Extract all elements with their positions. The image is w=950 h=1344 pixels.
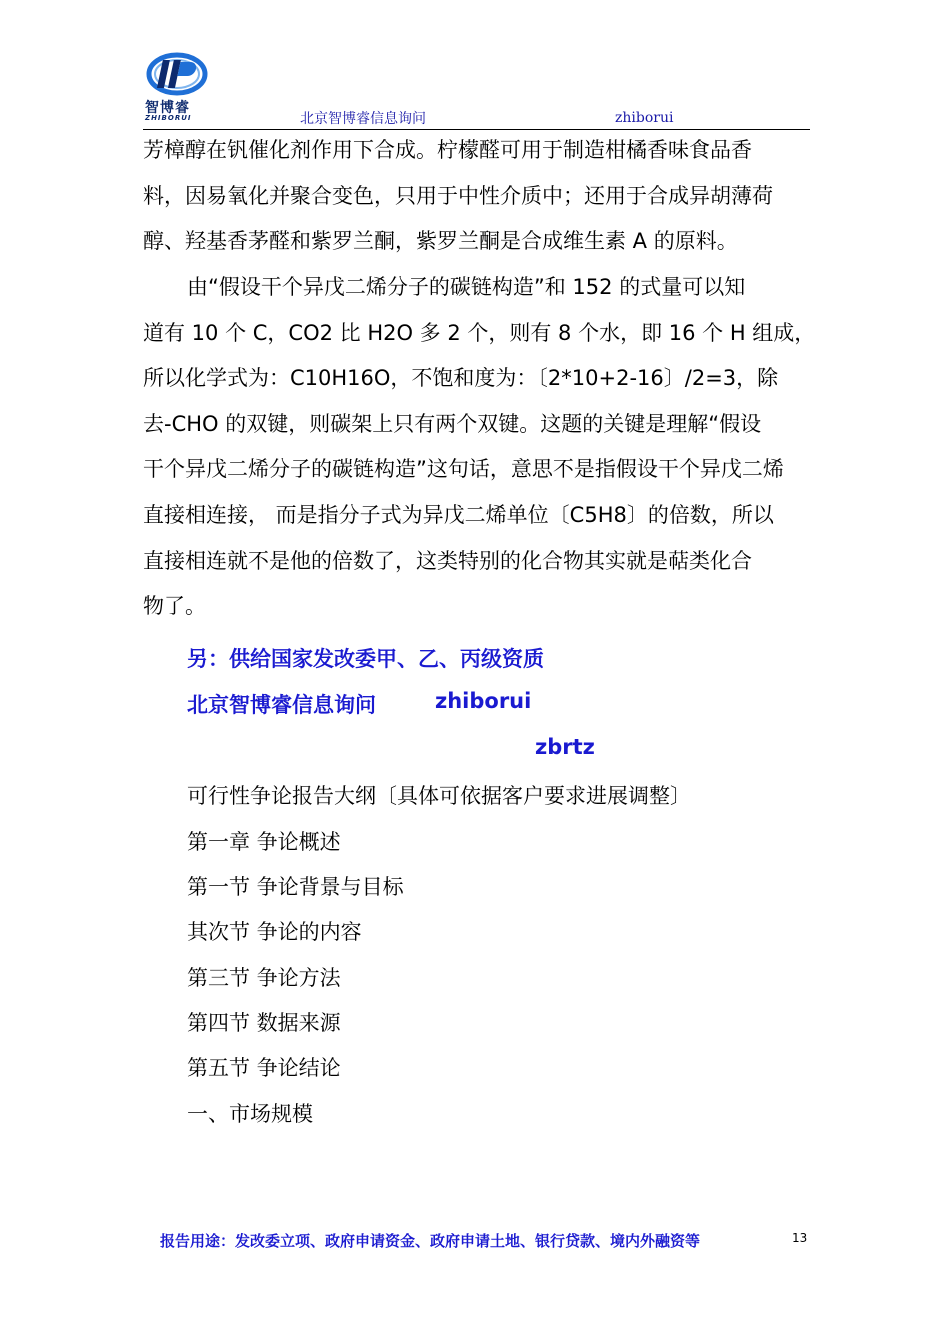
paragraph-line: 芳樟醇在钒催化剂作用下合成。柠檬醛可用于制造柑橘香味食品香 (143, 138, 752, 162)
header-company-name: 北京智博睿信息询问 (300, 111, 426, 127)
header-site-name: zhiborui (615, 110, 674, 126)
paragraph-2 (143, 265, 828, 630)
logo-english-name: ZHIBORUI (145, 114, 192, 122)
paragraph-line: 去-CHO 的双键，则碳架上只有两个双键。这题的关键是理解“假设 (143, 411, 762, 436)
logo-chinese-name: 智博睿 (145, 100, 190, 116)
outline-item: 其次节 争论的内容 (187, 920, 362, 944)
outline-item: 第五节 争论结论 (187, 1056, 341, 1080)
page-header (143, 50, 810, 130)
paragraph-line: 所以化学式为：C10H16O，不饱和度为：〔2*10+2-16〕/2=3，除 (143, 366, 779, 391)
paragraph-line: 由“假设干个异戊二烯分子的碳链构造”和 152 的式量可以知 (187, 275, 746, 299)
paragraph-line: 直接相连就不是他的倍数了，这类特别的化合物其实就是萜类化合 (143, 548, 752, 573)
outline-item: 一、市场规模 (187, 1102, 313, 1126)
promo-code: zbrtz (535, 735, 595, 759)
outline-item: 第一章 争论概述 (187, 830, 341, 854)
promo-site-name: zhiborui (435, 689, 532, 713)
paragraph-line: 干个异戊二烯分子的碳链构造”这句话，意思不是指假设干个异戊二烯 (143, 457, 784, 482)
paragraph-line: 料，因易氧化并聚合变色，只用于中性介质中；还用于合成异胡薄荷 (143, 183, 773, 208)
company-logo (143, 50, 213, 126)
promo-company-name: 北京智博睿信息询问 (187, 693, 376, 717)
paragraph-line: 醇、羟基香茅醛和紫罗兰酮，紫罗兰酮是合成维生素 A 的原料。 (143, 229, 738, 254)
page-number: 13 (792, 1231, 808, 1245)
outline-item: 第四节 数据来源 (187, 1011, 341, 1035)
outline-item: 第三节 争论方法 (187, 966, 341, 990)
logo-emblem-icon (143, 50, 213, 100)
paragraph-line: 直接相连接， 而是指分子式为异戊二烯单位〔C5H8〕的倍数，所以 (143, 502, 774, 527)
paragraph-1 (143, 128, 828, 265)
paragraph-line: 道有 10 个 C，CO2 比 H2O 多 2 个，则有 8 个水，即 16 个 H 组成， (143, 320, 816, 345)
paragraph-line: 物了。 (143, 594, 206, 619)
promo-qualification: 另：供给国家发改委甲、乙、丙级资质 (187, 647, 544, 671)
outline-title: 可行性争论报告大纲〔具体可依据客户要求进展调整〕 (187, 784, 691, 808)
outline-item: 第一节 争论背景与目标 (187, 875, 404, 899)
footer-report-usage: 报告用途：发改委立项、政府申请资金、政府申请土地、银行贷款、境内外融资等 (160, 1232, 701, 1250)
